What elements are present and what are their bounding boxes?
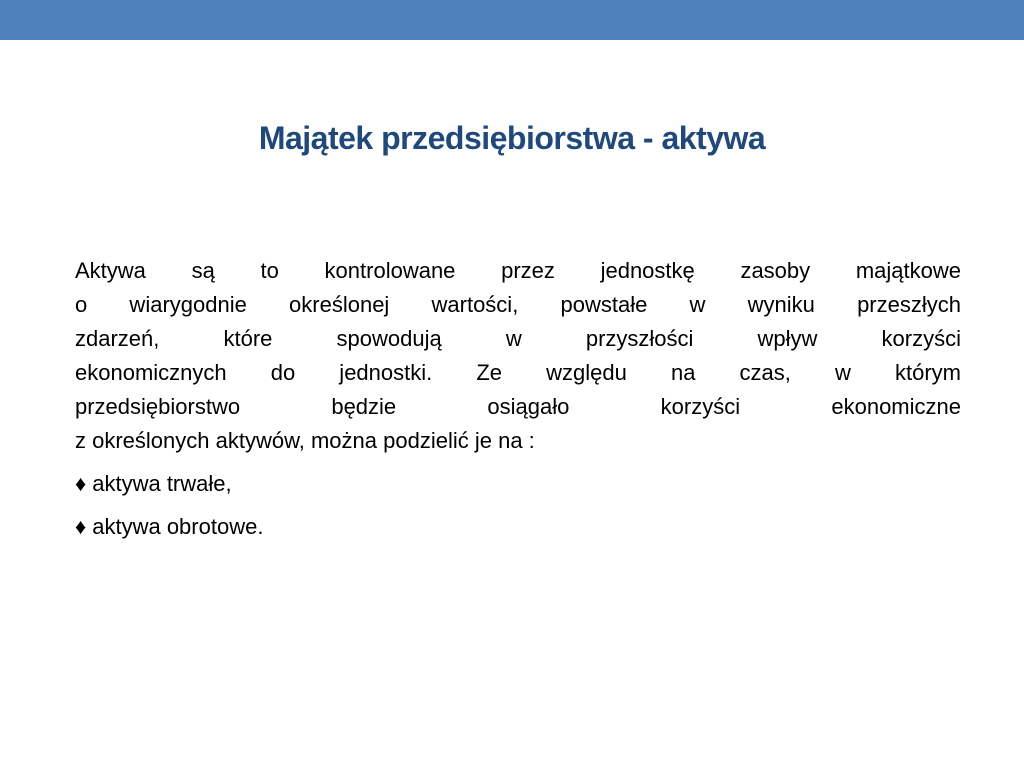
paragraph-line: o wiarygodnie określonej wartości, powstałe w wyniku przeszłych — [75, 292, 961, 317]
bullet-item-current-assets — [75, 510, 961, 544]
bullet-text: aktywa obrotowe. — [92, 514, 264, 539]
paragraph-line: Aktywa są to kontrolowane przez jednostkę zasoby majątkowe — [75, 258, 961, 283]
definition-paragraph — [75, 254, 961, 458]
paragraph-line: ekonomicznych do jednostki. Ze względu na czas, w którym — [75, 360, 961, 385]
diamond-bullet-icon: ♦ — [75, 471, 87, 496]
slide-body — [75, 254, 961, 544]
paragraph-line: zdarzeń, które spowodują w przyszłości wpływ korzyści — [75, 326, 961, 351]
paragraph-line: z określonych aktywów, można podzielić je na : — [75, 428, 535, 453]
slide-title: Majątek przedsiębiorstwa - aktywa — [258, 120, 766, 156]
top-accent-bar — [0, 0, 1024, 40]
bullet-text: aktywa trwałe, — [92, 471, 232, 496]
paragraph-line: przedsiębiorstwo będzie osiągało korzyści ekonomiczne — [75, 394, 961, 419]
diamond-bullet-icon: ♦ — [75, 514, 87, 539]
bullet-item-fixed-assets — [75, 467, 961, 501]
